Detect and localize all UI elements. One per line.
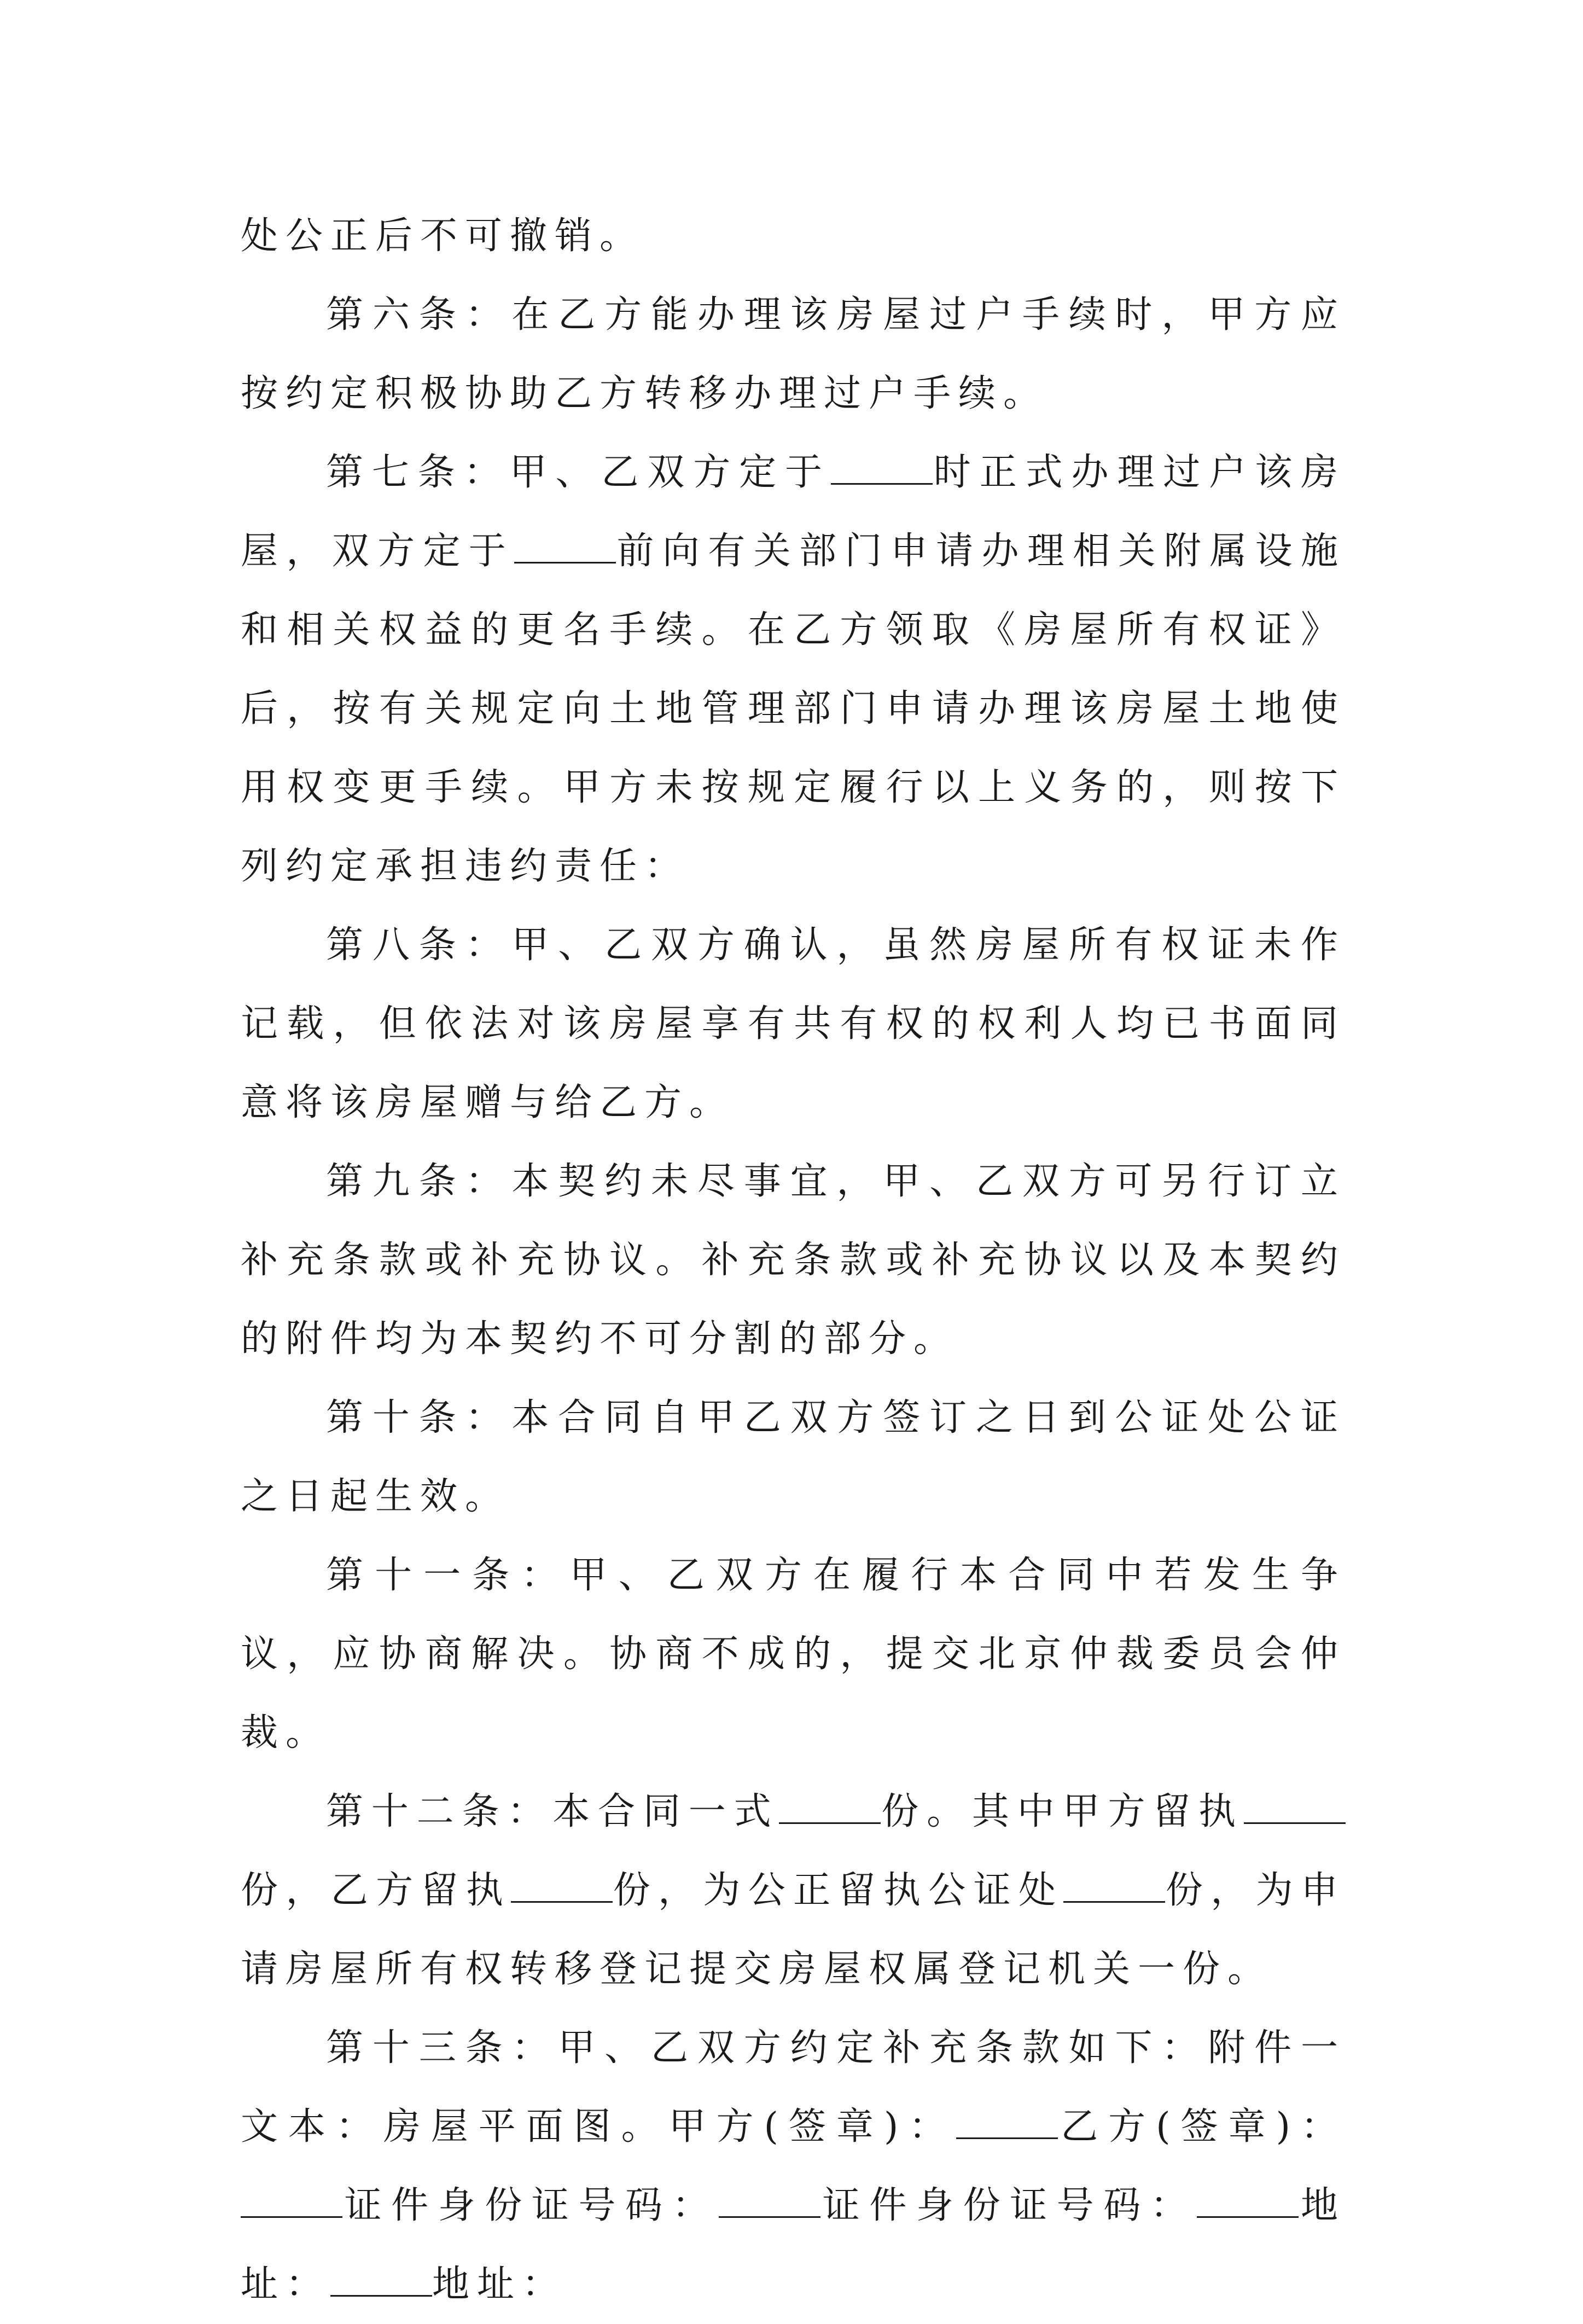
article-6: 第六条：在乙方能办理该房屋过户手续时，甲方应按约定积极协助乙方转移办理过户手续。 bbox=[241, 293, 1346, 415]
article-13-text-6: 地址： bbox=[432, 2263, 567, 2306]
article-12-text-4: 份，为公正留执公证处 bbox=[613, 1869, 1064, 1912]
article-12-text-5: 份，为申请房屋所有权转移登记提交房屋权属登记机关一份。 bbox=[241, 1869, 1346, 1991]
blank-field bbox=[719, 2183, 820, 2218]
document-body bbox=[241, 197, 1346, 2324]
blank-field bbox=[514, 529, 616, 563]
article-13-text-3: 证件身份证号码： bbox=[342, 2184, 719, 2227]
paragraph-continuation: 处公正后不可撤销。 bbox=[241, 214, 645, 258]
article-12 bbox=[241, 1773, 1346, 2009]
article-11: 第十一条：甲、乙双方在履行本合同中若发生争议，应协商解决。协商不成的，提交北京仲裁委员会仲裁。 bbox=[241, 1554, 1346, 1754]
article-12-text-1: 第十二条：本合同一式 bbox=[326, 1790, 779, 1833]
article-8: 第八条：甲、乙双方确认，虽然房屋所有权证未作记载，但依法对该房屋享有共有权的权利人均已书面同意将该房屋赠与给乙方。 bbox=[241, 923, 1346, 1124]
blank-field bbox=[831, 450, 933, 485]
blank-field bbox=[956, 2105, 1058, 2139]
blank-field bbox=[1197, 2183, 1299, 2218]
blank-field bbox=[511, 1868, 613, 1903]
blank-field bbox=[330, 2262, 432, 2297]
blank-field bbox=[1244, 1790, 1346, 1824]
article-7-text-3: 前向有关部门申请办理相关附属设施和相关权益的更名手续。在乙方领取《房屋所有权证》后，按有关规定向土地管理部门申请办理该房屋土地使用权变更手续。甲方未按规定履行以上义务的，则按下列约定承担违约责任： bbox=[241, 530, 1346, 888]
article-13-text-2: 乙方(签章)： bbox=[1058, 2105, 1346, 2148]
article-13-text-5: 地址： bbox=[241, 2184, 1346, 2306]
article-12-text-2: 份。其中甲方留执 bbox=[881, 1790, 1244, 1833]
article-13-text-1: 第十三条：甲、乙双方约定补充条款如下：附件一文本：房屋平面图。甲方(签章)： bbox=[241, 2026, 1346, 2148]
article-13-text-4: 证件身份证号码： bbox=[820, 2184, 1197, 2227]
article-9: 第九条：本契约未尽事宜，甲、乙双方可另行订立补充条款或补充协议。补充条款或补充协议以及本契约的附件均为本契约不可分割的部分。 bbox=[241, 1160, 1346, 1361]
article-12-text-3: 份，乙方留执 bbox=[241, 1869, 511, 1912]
blank-field bbox=[1063, 1868, 1165, 1903]
article-7-text-2: 时正式办理过户该房屋，双方定于 bbox=[241, 451, 1346, 573]
article-10: 第十条：本合同自甲乙双方签订之日到公证处公证之日起生效。 bbox=[241, 1396, 1346, 1518]
blank-field bbox=[241, 2183, 342, 2218]
article-7 bbox=[241, 433, 1346, 906]
article-7-text-1: 第七条：甲、乙双方定于 bbox=[326, 451, 831, 494]
blank-field bbox=[779, 1790, 881, 1824]
article-13 bbox=[241, 2009, 1346, 2324]
